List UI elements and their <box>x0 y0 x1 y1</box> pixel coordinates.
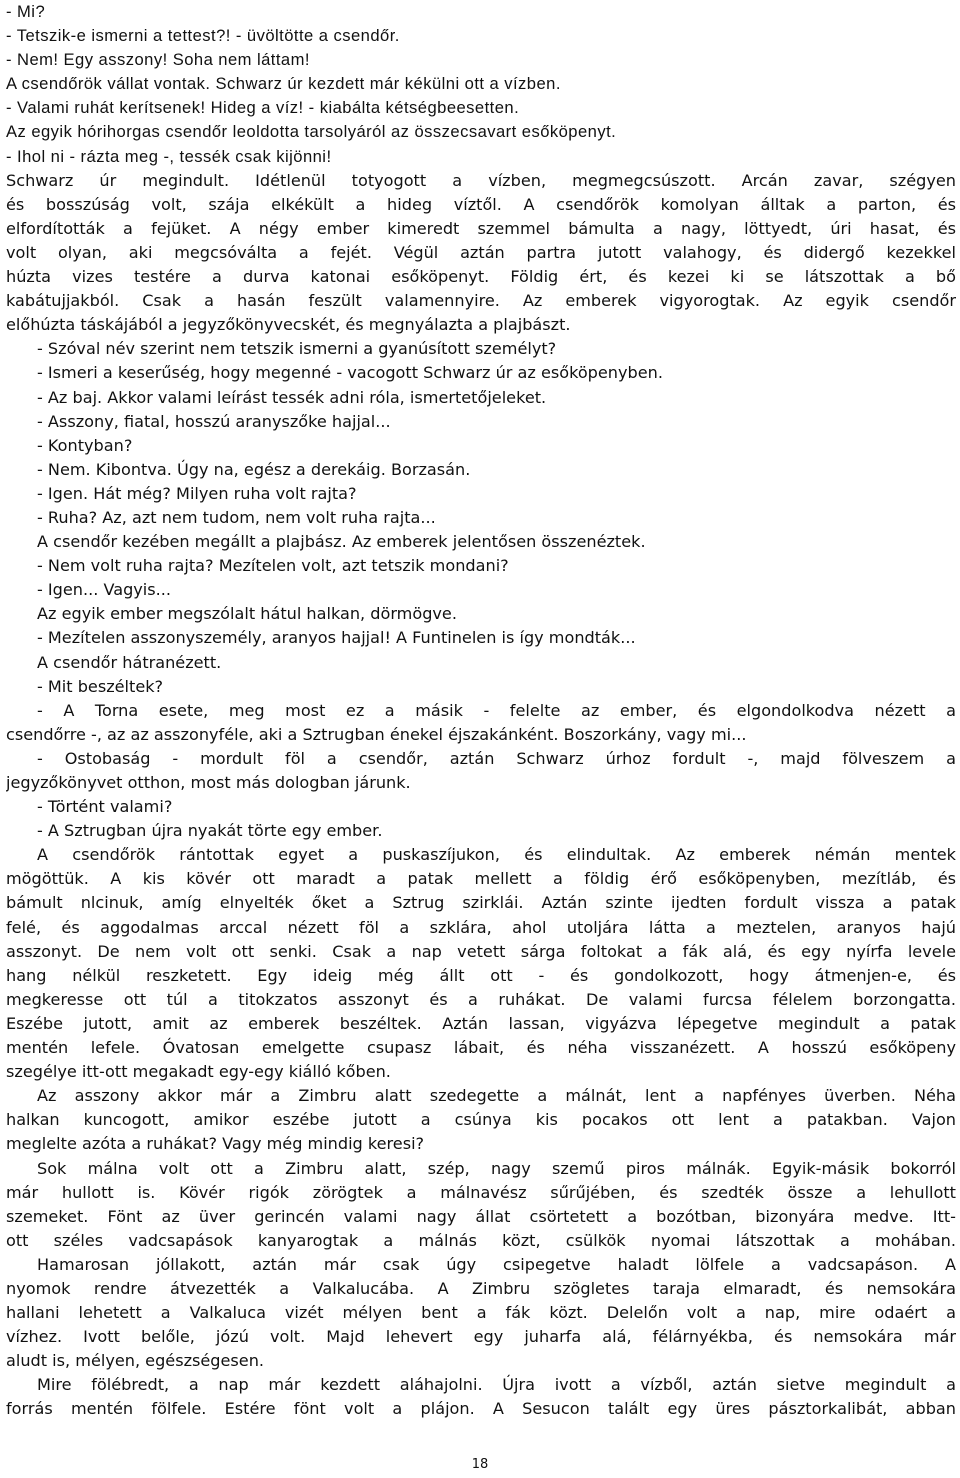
page-number: 18 <box>471 1457 489 1472</box>
text-line: felé, és aggodalmas arccal nézett föl a szklára, ahol utoljára látta a meztelen, aranyos hajú <box>6 917 956 937</box>
text-line: szegélye itt-ott megakadt egy-egy kiálló kőben. <box>6 1062 391 1082</box>
text-line: - Nem volt ruha rajta? Mezítelen volt, azt tetszik mondani? <box>37 556 509 576</box>
text-line: már hullott is. Kövér rigók zörögtek a málnavész sűrűjében, és szedték össze a lehullott <box>6 1182 956 1202</box>
text-line: - Szóval név szerint nem tetszik ismerni a gyanúsított személyt? <box>37 339 557 359</box>
text-line: - Igen. Hát még? Milyen ruha volt rajta? <box>37 483 357 503</box>
text-line: vízhez. Ivott belőle, józú volt. Majd lehevert egy juharfa alá, félárnyékba, és nemsokára már <box>6 1327 956 1347</box>
text-line: kabátujjakból. Csak a hasán feszült valamennyire. Az emberek vigyorogtak. Az egyik csendőr <box>6 291 956 311</box>
text-line: - A Torna esete, meg most ez a másik - felelte az ember, és elgondolkodva nézett a <box>37 700 956 720</box>
text-line: nyomok rendre átvezették a Valkalucába. A Zimbru szögletes taraja elmaradt, és nemsokára <box>6 1278 956 1298</box>
text-line: jegyzőkönyvet otthon, most más dologban járunk. <box>6 773 411 792</box>
text-line: halkan kuncogott, amikor eszébe jutott a csúnya kis pocakos ott lent a patakban. Vajon <box>6 1110 956 1130</box>
text-line: forrás mentén fölfele. Estére fönt volt a plájon. A Sesucon talált egy üres pásztorkalibát, abban <box>6 1399 956 1419</box>
text-line: és bosszúság volt, szája elkékült a hideg víztől. A csendőrök komolyan álltak a parton, és <box>6 194 956 214</box>
text-line: Az egyik hórihorgas csendőr leoldotta tarsolyáról az összecsavart esőköpenyt. <box>6 122 617 142</box>
text-line: mögöttük. A kis kövér ott maradt a patak mellett a földig érő esőköpenyben, mezítláb, és <box>6 869 956 889</box>
text-line: - A Sztrugban újra nyakát törte egy ember. <box>37 821 383 841</box>
text-line: hang nélkül reszketett. Egy ideig még állt ott - és gondolkozott, hogy átmenjen-e, és <box>6 965 956 985</box>
text-line: - Ostobaság - mordult föl a csendőr, aztán Schwarz úrhoz fordult -, majd fölveszem a <box>37 748 956 768</box>
text-line: Schwarz úr megindult. Idétlenül totyogott a vízben, megmegcsúszott. Arcán zavar, szégyen <box>6 170 956 190</box>
text-line: - Mi? <box>6 2 46 21</box>
text-line: A csendőrök vállat vontak. Schwarz úr kezdett már kékülni ott a vízben. <box>6 74 561 94</box>
text-line: volt olyan, aki megcsóválta a fejét. Végül aztán partra jutott valahogy, és didergő kezekkel <box>6 242 956 262</box>
text-line: megkeresse ott túl a titokzatos asszonyt és a ruhákat. De valami furcsa félelem borzongatta. <box>6 989 956 1009</box>
text-line: csendőrre -, az az asszonyféle, aki a Sztrugban énekel éjszakánként. Boszorkány, vagy mi... <box>6 724 747 744</box>
text-line: - Kontyban? <box>37 435 133 455</box>
text-line: húzta vizes testére a durva katonai esőköpenyt. Földig ért, és kezei ki se látszottak a bő <box>6 267 956 287</box>
text-line: aludt is, mélyen, egészségesen. <box>6 1351 265 1371</box>
text-line: - Nem. Kibontva. Úgy na, egész a derekáig. Borzasán. <box>37 459 471 479</box>
text-line: - Tetszik-e ismerni a tettest?! - üvöltötte a csendőr. <box>6 26 400 46</box>
text-line: - Mit beszéltek? <box>37 676 164 696</box>
text-line: - Asszony, fiatal, hosszú aranyszőke hajjal... <box>37 411 391 431</box>
body-text <box>6 0 956 1422</box>
text-line: szemeket. Fönt az üver gerincén valami nagy állat csörtetett a bozótban, bizonyára medve. Itt- <box>6 1206 956 1226</box>
text-line: - Ihol ni - rázta meg -, tessék csak kijönni! <box>6 146 332 166</box>
text-line: A csendőrök rántottak egyet a puskaszíjukon, és elindultak. Az emberek némán mentek <box>37 845 956 865</box>
text-line: előhúzta táskájából a jegyzőkönyvecskét, és megnyálazta a plajbászt. <box>6 315 571 335</box>
text-line: bámult nlcinuk, amíg elnyelték őket a Sztrug szirklái. Aztán szinte ijedten fordult vissza a patak <box>6 893 956 913</box>
text-line: Az asszony akkor már a Zimbru alatt szedegette a málnát, lent a napfényes üverben. Néha <box>37 1086 956 1106</box>
text-line: - Történt valami? <box>37 797 173 817</box>
text-line: A csendőr hátranézett. <box>37 652 222 672</box>
text-line: mentén lefele. Óvatosan emelgette csupasz lábait, és néha visszanézett. A hosszú esőköpeny <box>6 1038 956 1058</box>
text-line: hallani lehetett a Valkaluca vizét mélyen bent a fák közt. Delelőn volt a nap, mire odaért a <box>6 1303 956 1323</box>
text-line: - Igen... Vagyis... <box>37 580 172 600</box>
text-line: Az egyik ember megszólalt hátul halkan, dörmögve. <box>37 604 457 624</box>
text-line: - Ismeri a keserűség, hogy megenné - vacogott Schwarz úr az esőköpenyben. <box>37 363 663 383</box>
text-line: - Az baj. Akkor valami leírást tessék adni róla, ismertetőjeleket. <box>37 387 547 407</box>
text-line: - Nem! Egy asszony! Soha nem láttam! <box>6 50 310 70</box>
text-line: Sok málna volt ott a Zimbru alatt, szép, nagy szemű piros málnák. Egyik-másik bokorról <box>37 1158 956 1178</box>
text-line: elfordították a fejüket. A négy ember kimeredt szemmel bámulta a nagy, löttyedt, úri hasat, és <box>6 218 956 238</box>
text-line: Mire fölébredt, a nap már kezdett aláhajolni. Újra ivott a vízből, aztán sietve megindult a <box>37 1375 956 1395</box>
text-line: Eszébe jutott, amit az emberek beszéltek. Aztán lassan, vigyázva lépegetve megindult a patak <box>6 1013 956 1033</box>
text-line: asszonyt. De nem volt ott senki. Csak a nap vetett sárga foltokat a fák alá, és egy nyírfa levele <box>6 941 956 961</box>
text-line: meglelte azóta a ruhákat? Vagy még mindig keresi? <box>6 1134 425 1154</box>
text-line: - Valami ruhát kerítsenek! Hideg a víz! - kiabálta kétségbeesetten. <box>6 98 520 118</box>
text-line: ott széles vadcsapások kanyarogtak a málnás közt, csülkök nyomai látszottak a mohában. <box>6 1230 956 1250</box>
text-line: - Mezítelen asszonyszemély, aranyos hajjal! A Funtinelen is így mondták... <box>37 628 636 648</box>
text-line: - Ruha? Az, azt nem tudom, nem volt ruha rajta... <box>37 507 436 527</box>
text-line: Hamarosan jóllakott, aztán már csak úgy csipegetve haladt lölfele a vadcsapáson. A <box>37 1254 956 1274</box>
text-line: A csendőr kezében megállt a plajbász. Az emberek jelentősen összenéztek. <box>37 532 646 552</box>
